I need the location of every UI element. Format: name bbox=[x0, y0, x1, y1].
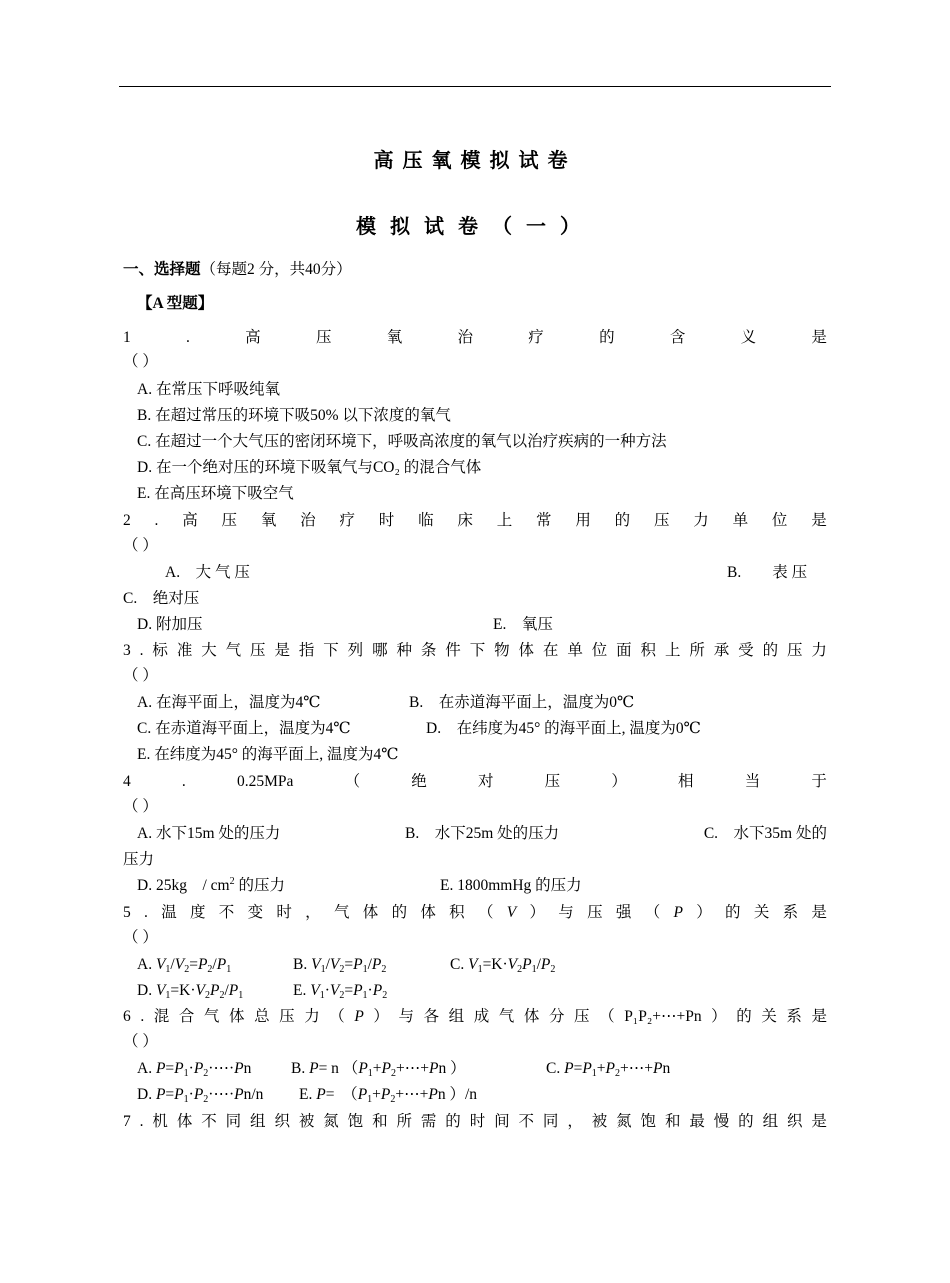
stem-token: 0.25MPa bbox=[236, 773, 294, 790]
stem-token: 承 bbox=[713, 642, 730, 659]
q2-option-c: C. 绝对压 bbox=[123, 590, 200, 607]
stem-token: 合 bbox=[178, 1008, 195, 1025]
stem-token: 对 bbox=[477, 773, 494, 790]
q4-option-e: E. 1800mmHg 的压力 bbox=[440, 877, 582, 894]
stem-token: . bbox=[181, 773, 186, 790]
q4-option-b: B. 水下25m 处的压力 bbox=[405, 825, 560, 842]
stem-token: 与 bbox=[398, 1008, 414, 1025]
stem-token: 列 bbox=[347, 642, 364, 659]
q1-option-e: E. 在高压环境下吸空气 bbox=[137, 485, 294, 502]
stem-token: 体 bbox=[523, 1008, 540, 1025]
stem-token: 是 bbox=[811, 1113, 827, 1130]
question-7-stem bbox=[123, 1112, 827, 1132]
stem-token: 是 bbox=[811, 512, 827, 529]
stem-token: 是 bbox=[811, 904, 827, 921]
answer-blank: （ ） bbox=[123, 1033, 158, 1050]
stem-token: 压 bbox=[279, 1008, 295, 1025]
stem-token: 和 bbox=[372, 1113, 388, 1130]
stem-token: 的 bbox=[738, 1113, 754, 1130]
stem-token: 气 bbox=[225, 642, 242, 659]
stem-token: 当 bbox=[744, 773, 761, 790]
stem-token: 氧 bbox=[260, 512, 277, 529]
stem-token: 是 bbox=[811, 329, 827, 346]
stem-token: 面 bbox=[616, 642, 632, 659]
stem-token: （ bbox=[644, 904, 661, 921]
stem-token: 最 bbox=[689, 1113, 705, 1130]
stem-token: 氧 bbox=[386, 329, 403, 346]
stem-token: ） bbox=[529, 904, 546, 921]
stem-token: 上 bbox=[496, 512, 513, 529]
stem-token: . bbox=[144, 904, 148, 921]
section-title: 一、选择题 bbox=[123, 261, 201, 278]
stem-token: 体 bbox=[228, 1008, 245, 1025]
q4-option-a: A. 水下15m 处的压力 bbox=[137, 825, 281, 842]
stem-token: 变 bbox=[247, 904, 264, 921]
q4-option-c: C. 水下35m 处的 bbox=[703, 825, 827, 842]
q5-option-c: C. $V_1=K\cdot V_2P_1/P_2$ bbox=[450, 956, 556, 975]
stem-token: 下 bbox=[469, 642, 486, 659]
stem-token: 种 bbox=[396, 642, 412, 659]
stem-token: 4 bbox=[123, 773, 131, 790]
type-label-text: 【A 型题】 bbox=[137, 295, 214, 312]
stem-token: P bbox=[354, 1008, 364, 1025]
stem-token: 3 bbox=[123, 642, 131, 659]
stem-token: . bbox=[139, 642, 144, 659]
stem-token: 积 bbox=[640, 642, 657, 659]
q6-option-d: D. $P=P_1\cdot P_2\cdot\cdots\cdot Pn/n$ bbox=[137, 1086, 264, 1105]
stem-token: 压 bbox=[574, 1008, 590, 1025]
section-note: （每题2 分，共40分） bbox=[200, 261, 352, 278]
stem-token: 各 bbox=[423, 1008, 440, 1025]
stem-token: 的 bbox=[736, 1008, 752, 1025]
stem-token: 气 bbox=[203, 1008, 220, 1025]
stem-token: 用 bbox=[575, 512, 591, 529]
q1-option-a: A. 在常压下呼吸纯氧 bbox=[137, 381, 280, 398]
q3-option-c: C. 在赤道海平面上，温度为4℃ bbox=[137, 720, 351, 737]
stem-token: 的 bbox=[762, 642, 779, 659]
stem-token: 被 bbox=[298, 1113, 315, 1130]
answer-blank: （ ） bbox=[123, 537, 158, 554]
stem-token: 积 bbox=[449, 904, 465, 921]
section-heading bbox=[123, 260, 827, 280]
stem-token: （ bbox=[477, 904, 494, 921]
stem-token: 压 bbox=[786, 642, 803, 659]
answer-blank: （ ） bbox=[123, 667, 158, 684]
stem-token: 力 bbox=[304, 1008, 320, 1025]
stem-token: P₁P₂+⋯+Pn bbox=[624, 1008, 702, 1025]
stem-token: 6 bbox=[123, 1008, 131, 1025]
stem-token: V bbox=[506, 904, 517, 921]
stem-token: 度 bbox=[189, 904, 206, 921]
stem-token: 的 bbox=[391, 904, 408, 921]
stem-token: ） bbox=[696, 904, 712, 921]
q6-option-c: C. $P=P_1+P_2+\cdots+Pn$ bbox=[546, 1060, 671, 1079]
stem-token: . bbox=[186, 329, 190, 346]
stem-token: 下 bbox=[323, 642, 339, 659]
stem-token: 压 bbox=[250, 642, 266, 659]
stem-token: 临 bbox=[418, 512, 434, 529]
stem-token: 压 bbox=[315, 329, 332, 346]
stem-token: 时 bbox=[276, 904, 292, 921]
stem-token: 温 bbox=[161, 904, 177, 921]
q1-option-c: C. 在超过一个大气压的密闭环境下，呼吸高浓度的氧气以治疗疾病的一种方法 bbox=[137, 433, 667, 450]
stem-token: 大 bbox=[201, 642, 217, 659]
stem-token: 的 bbox=[445, 1113, 461, 1130]
q1-option-b: B. 在超过常压的环境下吸50% 以下浓度的氧气 bbox=[137, 407, 451, 424]
stem-token: ， bbox=[305, 904, 321, 921]
stem-token: 被 bbox=[591, 1113, 608, 1130]
stem-token: 相 bbox=[678, 773, 694, 790]
stem-token: 关 bbox=[761, 1008, 777, 1025]
stem-token: 单 bbox=[732, 512, 749, 529]
stem-token: 氮 bbox=[616, 1113, 632, 1130]
question-type-label bbox=[137, 294, 841, 314]
answer-blank: （ ） bbox=[123, 353, 158, 370]
q4-option-c-continued: 压力 bbox=[123, 851, 155, 868]
q6-option-b: B. P= n （$P_1+P_2+\cdots+Pn$ ） bbox=[291, 1060, 466, 1079]
q2-option-e: E. 氧压 bbox=[493, 616, 553, 633]
q1-option-d: D. 在一个绝对压的环境下吸氧气与CO₂ 的混合气体 bbox=[137, 459, 482, 476]
stem-token: 压 bbox=[544, 773, 561, 790]
question-4-stem bbox=[123, 772, 827, 792]
stem-token: 压 bbox=[653, 512, 670, 529]
stem-token: 高 bbox=[182, 512, 198, 529]
stem-token: 间 bbox=[494, 1113, 510, 1130]
stem-token: 时 bbox=[378, 512, 395, 529]
answer-blank: （ ） bbox=[123, 798, 158, 815]
stem-token: 不 bbox=[518, 1113, 535, 1130]
stem-token: 时 bbox=[469, 1113, 486, 1130]
stem-token: 气 bbox=[498, 1008, 515, 1025]
stem-token: （ bbox=[329, 1008, 345, 1025]
stem-token: 位 bbox=[591, 642, 608, 659]
stem-token: 是 bbox=[274, 642, 290, 659]
stem-token: 在 bbox=[542, 642, 559, 659]
stem-token: ） bbox=[611, 773, 627, 790]
q3-option-d: D. 在纬度为45° 的海平面上, 温度为0℃ bbox=[426, 720, 701, 737]
stem-token: 力 bbox=[693, 512, 709, 529]
stem-token: 组 bbox=[448, 1008, 465, 1025]
stem-token: ） bbox=[711, 1008, 727, 1025]
stem-token: 分 bbox=[548, 1008, 565, 1025]
stem-token: 1 bbox=[123, 329, 131, 346]
question-1-stem bbox=[123, 328, 827, 348]
stem-token: 物 bbox=[494, 642, 510, 659]
q2-option-d: D. 附加压 bbox=[137, 616, 203, 633]
q2-option-a: A. 大 气 压 bbox=[165, 564, 250, 581]
stem-token: 强 bbox=[615, 904, 632, 921]
stem-token: 单 bbox=[567, 642, 583, 659]
stem-token: 组 bbox=[250, 1113, 266, 1130]
stem-token: 机 bbox=[152, 1113, 168, 1130]
stem-token: 织 bbox=[274, 1113, 290, 1130]
stem-token: 慢 bbox=[713, 1113, 730, 1130]
exam-subtitle: 模拟试卷（一） bbox=[356, 214, 594, 238]
stem-token: 织 bbox=[786, 1113, 803, 1130]
stem-token: . bbox=[140, 1008, 145, 1025]
stem-token: 压 bbox=[221, 512, 238, 529]
q6-option-a: A. $P=P_1\cdot P_2\cdot\cdots\cdot Pn$ bbox=[137, 1060, 252, 1079]
stem-token: 总 bbox=[254, 1008, 270, 1025]
stem-token: 标 bbox=[152, 642, 168, 659]
stem-token: 不 bbox=[218, 904, 235, 921]
stem-token: 是 bbox=[811, 1008, 827, 1025]
question-5-stem bbox=[123, 903, 827, 923]
q3-option-a: A. 在海平面上，温度为4℃ bbox=[137, 694, 321, 711]
stem-token: 的 bbox=[599, 329, 615, 346]
q4-option-d: D. 25kg / $cm^2$ 的压力 bbox=[137, 876, 285, 894]
stem-token: 含 bbox=[669, 329, 686, 346]
stem-token: 关 bbox=[753, 904, 770, 921]
stem-token: 和 bbox=[664, 1113, 681, 1130]
stem-token: 成 bbox=[473, 1008, 490, 1025]
stem-token: 件 bbox=[445, 642, 461, 659]
stem-token: 绝 bbox=[411, 773, 427, 790]
stem-token: 系 bbox=[782, 904, 799, 921]
stem-token: 体 bbox=[518, 642, 535, 659]
stem-token: 压 bbox=[587, 904, 603, 921]
stem-token: 疗 bbox=[528, 329, 544, 346]
question-2-stem bbox=[123, 511, 827, 531]
stem-token: 7 bbox=[123, 1113, 131, 1130]
question-6-stem bbox=[123, 1007, 827, 1027]
stem-token: 体 bbox=[362, 904, 379, 921]
q5-option-e: E. $V_1\cdot V_2=P_1\cdot P_2$ bbox=[293, 982, 388, 1001]
stem-token: （ bbox=[344, 773, 361, 790]
stem-token: 疗 bbox=[339, 512, 355, 529]
stem-token: （ bbox=[599, 1008, 615, 1025]
stem-token: 的 bbox=[725, 904, 741, 921]
stem-token: . bbox=[139, 1113, 144, 1130]
stem-token: 哪 bbox=[372, 642, 388, 659]
stem-token: P bbox=[673, 904, 683, 921]
stem-token: 治 bbox=[300, 512, 316, 529]
stem-token: 同 bbox=[542, 1113, 559, 1130]
stem-token: 高 bbox=[245, 329, 261, 346]
stem-token: 气 bbox=[333, 904, 350, 921]
stem-token: . bbox=[154, 512, 159, 529]
answer-blank: （ ） bbox=[123, 929, 158, 946]
stem-token: 常 bbox=[536, 512, 552, 529]
header-rule bbox=[119, 86, 831, 87]
stem-token: 床 bbox=[457, 512, 473, 529]
q6-option-e: E. P= （$P_1+P_2+\cdots+Pn$ ）/n bbox=[299, 1086, 478, 1105]
stem-token: 力 bbox=[811, 642, 827, 659]
stem-token: 同 bbox=[225, 1113, 242, 1130]
stem-token: 氮 bbox=[323, 1113, 339, 1130]
stem-token: 系 bbox=[786, 1008, 802, 1025]
stem-token: 体 bbox=[420, 904, 436, 921]
q2-option-b: B. 表 压 bbox=[727, 564, 808, 581]
stem-token: 位 bbox=[771, 512, 788, 529]
stem-token: 条 bbox=[420, 642, 437, 659]
stem-token: 所 bbox=[396, 1113, 412, 1130]
stem-token: 义 bbox=[740, 329, 757, 346]
q5-option-d: D. $V_1=K\cdot V_2P_2/P_1$ bbox=[137, 982, 244, 1001]
stem-token: 于 bbox=[811, 773, 827, 790]
stem-token: 上 bbox=[664, 642, 681, 659]
stem-token: 5 bbox=[123, 904, 131, 921]
stem-token: 与 bbox=[558, 904, 574, 921]
stem-token: ） bbox=[373, 1008, 389, 1025]
stem-token: 饱 bbox=[347, 1113, 364, 1130]
stem-token: 需 bbox=[420, 1113, 437, 1130]
stem-token: 受 bbox=[738, 642, 754, 659]
stem-token: 体 bbox=[176, 1113, 193, 1130]
stem-token: 指 bbox=[298, 642, 315, 659]
q3-option-e: E. 在纬度为45° 的海平面上, 温度为4℃ bbox=[137, 746, 399, 763]
stem-token: 所 bbox=[689, 642, 705, 659]
stem-token: 饱 bbox=[640, 1113, 657, 1130]
stem-token: 治 bbox=[457, 329, 474, 346]
stem-token: 组 bbox=[762, 1113, 779, 1130]
q5-option-a: A. $V_1/V_2=P_2/P_1$ bbox=[137, 956, 232, 975]
q5-option-b: B. $V_1/V_2=P_1/P_2$ bbox=[293, 956, 387, 975]
stem-token: 2 bbox=[123, 512, 131, 529]
stem-token: 的 bbox=[614, 512, 631, 529]
stem-token: 不 bbox=[201, 1113, 217, 1130]
stem-token: 准 bbox=[176, 642, 193, 659]
stem-token: ， bbox=[567, 1113, 583, 1130]
question-3-stem bbox=[123, 641, 827, 661]
stem-token: 混 bbox=[153, 1008, 170, 1025]
q3-option-b: B. 在赤道海平面上，温度为0℃ bbox=[409, 694, 635, 711]
exam-title: 高压氧模拟试卷 bbox=[373, 148, 577, 172]
